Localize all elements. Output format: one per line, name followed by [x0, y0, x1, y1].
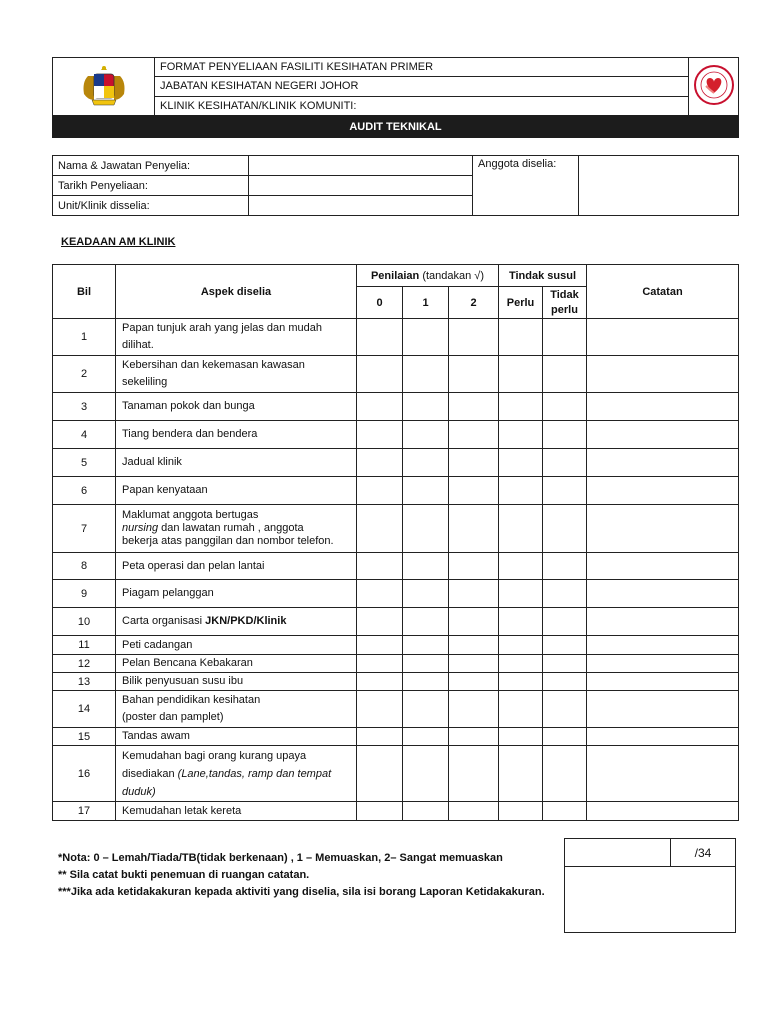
table-row — [53, 746, 739, 802]
row-bil: 2 — [53, 356, 116, 393]
col-header-score-2: 2 — [449, 287, 499, 319]
score-0-cell[interactable] — [357, 608, 403, 636]
catatan-cell[interactable] — [587, 728, 739, 746]
score-2-cell[interactable] — [449, 691, 499, 728]
row-aspek: Peta operasi dan pelan lantai — [116, 553, 357, 580]
row-bil: 1 — [53, 319, 116, 356]
row-aspek: Carta organisasi JKN/PKD/Klinik — [116, 608, 357, 636]
notes-block — [58, 850, 545, 901]
perlu-cell[interactable] — [499, 608, 543, 636]
catatan-cell[interactable] — [587, 449, 739, 477]
row-aspek: Kemudahan letak kereta — [116, 802, 357, 821]
supervision-info-table — [52, 155, 739, 216]
row-bil: 5 — [53, 449, 116, 477]
catatan-cell[interactable] — [587, 319, 739, 356]
score-0-cell[interactable] — [357, 356, 403, 393]
score-2-cell[interactable] — [449, 746, 499, 802]
catatan-cell[interactable] — [587, 505, 739, 553]
tidak-perlu-cell[interactable] — [543, 802, 587, 821]
score-0-cell[interactable] — [357, 673, 403, 691]
perlu-cell[interactable] — [499, 449, 543, 477]
perlu-cell[interactable] — [499, 655, 543, 673]
score-1-cell[interactable] — [403, 746, 449, 802]
catatan-cell[interactable] — [587, 691, 739, 728]
score-input[interactable] — [565, 839, 671, 867]
row-bil: 12 — [53, 655, 116, 673]
tidak-perlu-cell[interactable] — [543, 449, 587, 477]
row-aspek: Bilik penyusuan susu ibu — [116, 673, 357, 691]
score-1-cell[interactable] — [403, 356, 449, 393]
audit-checklist-table — [52, 264, 739, 821]
row-aspek: Peti cadangan — [116, 636, 357, 655]
col-header-perlu: Perlu — [499, 287, 543, 319]
score-2-cell[interactable] — [449, 655, 499, 673]
row-bil: 3 — [53, 393, 116, 421]
table-row — [53, 655, 739, 673]
table-row — [53, 553, 739, 580]
table-row — [53, 421, 739, 449]
score-1-cell[interactable] — [403, 673, 449, 691]
row-bil: 17 — [53, 802, 116, 821]
perlu-cell[interactable] — [499, 553, 543, 580]
table-row — [53, 505, 739, 553]
score-0-cell[interactable] — [357, 421, 403, 449]
score-0-cell[interactable] — [357, 553, 403, 580]
score-1-cell[interactable] — [403, 636, 449, 655]
table-row — [53, 356, 739, 393]
catatan-cell[interactable] — [587, 802, 739, 821]
unit-label: Unit/Klinik disselia: — [53, 196, 249, 216]
tarikh-field[interactable] — [249, 176, 473, 196]
row-bil: 14 — [53, 691, 116, 728]
score-2-cell[interactable] — [449, 477, 499, 505]
catatan-cell[interactable] — [587, 673, 739, 691]
header-line-2: JABATAN KESIHATAN NEGERI JOHOR — [155, 77, 689, 96]
row-bil: 8 — [53, 553, 116, 580]
table-row — [53, 691, 739, 728]
table-row — [53, 636, 739, 655]
score-1-cell[interactable] — [403, 449, 449, 477]
section-title: KEADAAN AM KLINIK — [61, 236, 176, 248]
catatan-cell[interactable] — [587, 655, 739, 673]
tidak-perlu-cell[interactable] — [543, 505, 587, 553]
table-row — [53, 319, 739, 356]
nama-field[interactable] — [249, 156, 473, 176]
score-1-cell[interactable] — [403, 319, 449, 356]
perlu-cell[interactable] — [499, 421, 543, 449]
note-line-3: ***Jika ada ketidakakuran kepada aktiviti yang diselia, sila isi borang Laporan Ketidakakuran. — [58, 886, 545, 898]
anggota-field[interactable] — [579, 156, 739, 216]
perlu-cell[interactable] — [499, 728, 543, 746]
tidak-perlu-cell[interactable] — [543, 319, 587, 356]
col-header-score-0: 0 — [357, 287, 403, 319]
tidak-perlu-cell[interactable] — [543, 421, 587, 449]
health-ministry-logo-icon — [693, 64, 735, 106]
audit-banner: AUDIT TEKNIKAL — [52, 115, 739, 138]
score-2-cell[interactable] — [449, 505, 499, 553]
perlu-cell[interactable] — [499, 636, 543, 655]
catatan-cell[interactable] — [587, 393, 739, 421]
score-1-cell[interactable] — [403, 393, 449, 421]
score-total: /34 — [671, 839, 736, 867]
score-1-cell[interactable] — [403, 421, 449, 449]
row-aspek: Papan kenyataan — [116, 477, 357, 505]
note-line-2: ** Sila catat bukti penemuan di ruangan catatan. — [58, 869, 310, 881]
score-2-cell[interactable] — [449, 673, 499, 691]
score-0-cell[interactable] — [357, 655, 403, 673]
score-0-cell[interactable] — [357, 802, 403, 821]
score-0-cell[interactable] — [357, 319, 403, 356]
catatan-cell[interactable] — [587, 477, 739, 505]
unit-field[interactable] — [249, 196, 473, 216]
catatan-cell[interactable] — [587, 553, 739, 580]
table-row — [53, 477, 739, 505]
score-2-cell[interactable] — [449, 580, 499, 608]
row-aspek: Tandas awam — [116, 728, 357, 746]
row-aspek: Bahan pendidikan kesihatan (poster dan pamplet) — [116, 691, 357, 728]
score-1-cell[interactable] — [403, 802, 449, 821]
score-2-cell[interactable] — [449, 319, 499, 356]
tidak-perlu-cell[interactable] — [543, 580, 587, 608]
tidak-perlu-cell[interactable] — [543, 356, 587, 393]
score-2-cell[interactable] — [449, 553, 499, 580]
score-0-cell[interactable] — [357, 477, 403, 505]
row-aspek: Papan tunjuk arah yang jelas dan mudah dilihat. — [116, 319, 357, 356]
perlu-cell[interactable] — [499, 477, 543, 505]
catatan-cell[interactable] — [587, 356, 739, 393]
perlu-cell[interactable] — [499, 746, 543, 802]
perlu-cell[interactable] — [499, 505, 543, 553]
row-bil: 7 — [53, 505, 116, 553]
catatan-cell[interactable] — [587, 421, 739, 449]
catatan-cell[interactable] — [587, 636, 739, 655]
score-1-cell[interactable] — [403, 691, 449, 728]
row-aspek: Tanaman pokok dan bunga — [116, 393, 357, 421]
note-line-1: *Nota: 0 – Lemah/Tiada/TB(tidak berkenaan) , 1 – Memuaskan, 2– Sangat memuaskan — [58, 852, 503, 864]
score-0-cell[interactable] — [357, 505, 403, 553]
table-row — [53, 608, 739, 636]
score-2-cell[interactable] — [449, 449, 499, 477]
row-bil: 10 — [53, 608, 116, 636]
score-0-cell[interactable] — [357, 728, 403, 746]
score-0-cell[interactable] — [357, 636, 403, 655]
table-row — [53, 728, 739, 746]
row-bil: 4 — [53, 421, 116, 449]
col-header-bil: Bil — [53, 265, 116, 319]
tidak-perlu-cell[interactable] — [543, 655, 587, 673]
coat-of-arms-icon — [74, 62, 134, 108]
header-line-1: FORMAT PENYELIAAN FASILITI KESIHATAN PRIMER — [155, 58, 689, 77]
tidak-perlu-cell[interactable] — [543, 636, 587, 655]
table-row — [53, 580, 739, 608]
perlu-cell[interactable] — [499, 393, 543, 421]
tidak-perlu-cell[interactable] — [543, 477, 587, 505]
score-1-cell[interactable] — [403, 580, 449, 608]
score-2-cell[interactable] — [449, 728, 499, 746]
tidak-perlu-cell[interactable] — [543, 608, 587, 636]
tarikh-label: Tarikh Penyeliaan: — [53, 176, 249, 196]
score-1-cell[interactable] — [403, 655, 449, 673]
row-aspek: Piagam pelanggan — [116, 580, 357, 608]
row-aspek: Tiang bendera dan bendera — [116, 421, 357, 449]
score-2-cell[interactable] — [449, 636, 499, 655]
col-header-score-1: 1 — [403, 287, 449, 319]
row-bil: 15 — [53, 728, 116, 746]
tidak-perlu-cell[interactable] — [543, 393, 587, 421]
col-header-aspek: Aspek diselia — [116, 265, 357, 319]
catatan-cell[interactable] — [587, 746, 739, 802]
row-aspek: Kebersihan dan kekemasan kawasan sekeliling — [116, 356, 357, 393]
score-1-cell[interactable] — [403, 608, 449, 636]
score-0-cell[interactable] — [357, 393, 403, 421]
table-row — [53, 802, 739, 821]
perlu-cell[interactable] — [499, 673, 543, 691]
tidak-perlu-cell[interactable] — [543, 728, 587, 746]
score-2-cell[interactable] — [449, 393, 499, 421]
tidak-perlu-cell[interactable] — [543, 553, 587, 580]
perlu-cell[interactable] — [499, 580, 543, 608]
row-aspek: Pelan Bencana Kebakaran — [116, 655, 357, 673]
table-row — [53, 393, 739, 421]
row-bil: 9 — [53, 580, 116, 608]
row-aspek: Kemudahan bagi orang kurang upaya disediakan (Lane,tandas, ramp dan tempat duduk) — [116, 746, 357, 802]
row-aspek: Maklumat anggota bertugas nursing dan lawatan rumah , anggota bekerja atas panggilan dan nombor telefon. — [116, 505, 357, 553]
nama-label: Nama & Jawatan Penyelia: — [53, 156, 249, 176]
anggota-label: Anggota diselia: — [473, 156, 579, 216]
catatan-cell[interactable] — [587, 580, 739, 608]
score-0-cell[interactable] — [357, 746, 403, 802]
coat-of-arms-logo — [53, 58, 155, 116]
perlu-cell[interactable] — [499, 319, 543, 356]
perlu-cell[interactable] — [499, 691, 543, 728]
score-0-cell[interactable] — [357, 691, 403, 728]
score-1-cell[interactable] — [403, 553, 449, 580]
form-header — [52, 57, 739, 116]
score-2-cell[interactable] — [449, 608, 499, 636]
table-row — [53, 449, 739, 477]
row-bil: 16 — [53, 746, 116, 802]
tidak-perlu-cell[interactable] — [543, 673, 587, 691]
header-line-3: KLINIK KESIHATAN/KLINIK KOMUNITI: — [155, 96, 689, 115]
score-2-cell[interactable] — [449, 356, 499, 393]
col-header-tidak-perlu: Tidak perlu — [543, 287, 587, 319]
health-logo — [689, 58, 739, 116]
table-row — [53, 673, 739, 691]
perlu-cell[interactable] — [499, 356, 543, 393]
col-header-penilaian: Penilaian (tandakan √) — [357, 265, 499, 287]
tidak-perlu-cell[interactable] — [543, 746, 587, 802]
catatan-cell[interactable] — [587, 608, 739, 636]
tidak-perlu-cell[interactable] — [543, 691, 587, 728]
score-remarks[interactable] — [565, 867, 736, 933]
row-bil: 6 — [53, 477, 116, 505]
score-box — [564, 838, 736, 933]
score-2-cell[interactable] — [449, 421, 499, 449]
col-header-catatan: Catatan — [587, 265, 739, 319]
col-header-tindak-susul: Tindak susul — [499, 265, 587, 287]
score-0-cell[interactable] — [357, 449, 403, 477]
score-1-cell[interactable] — [403, 728, 449, 746]
score-1-cell[interactable] — [403, 477, 449, 505]
score-0-cell[interactable] — [357, 580, 403, 608]
row-bil: 11 — [53, 636, 116, 655]
score-1-cell[interactable] — [403, 505, 449, 553]
score-2-cell[interactable] — [449, 802, 499, 821]
perlu-cell[interactable] — [499, 802, 543, 821]
row-bil: 13 — [53, 673, 116, 691]
row-aspek: Jadual klinik — [116, 449, 357, 477]
